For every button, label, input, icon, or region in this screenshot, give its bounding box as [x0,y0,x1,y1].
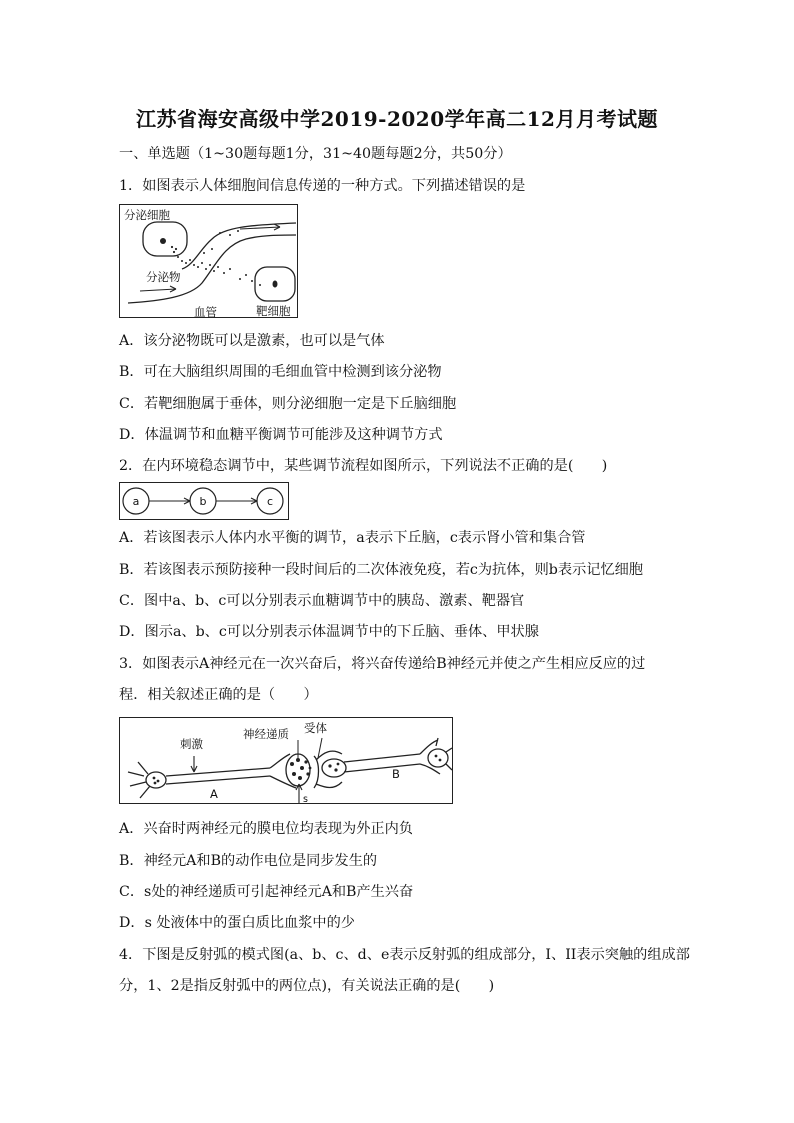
q3-option-a: A．兴奋时两神经元的膜电位均表现为外正内负 [119,821,413,837]
label-target-cell: 靶细胞 [256,304,291,318]
label-stimulus: 刺激 [180,737,203,751]
label-receptor: 受体 [304,721,327,735]
node-a-label: a [132,495,140,508]
q1-option-b: B．可在大脑组织周围的毛细血管中检测到该分泌物 [119,364,442,380]
q2-stem: 2．在内环境稳态调节中，某些调节流程如图所示，下列说法不正确的是( ) [119,458,608,474]
q3-stem-line1: 3．如图表示A神经元在一次兴奋后，将兴奋传递给B神经元并使之产生相应反应的过 [119,656,646,672]
q2-option-c: C．图中a、b、c可以分别表示血糖调节中的胰岛、激素、靶器官 [119,593,525,609]
q2-option-d: D．图示a、b、c可以分别表示体温调节中的下丘脑、垂体、甲状腺 [119,624,539,640]
q1-stem: 1．如图表示人体细胞间信息传递的一种方式。下列描述错误的是 [119,178,526,194]
q1-figure [119,204,298,318]
q3-option-c: C．s处的神经递质可引起神经元A和B产生兴奋 [119,884,414,900]
q1-option-a: A．该分泌物既可以是激素，也可以是气体 [119,333,385,349]
label-secretion: 分泌物 [146,270,181,284]
node-c-label: c [266,495,274,508]
q3-option-b: B．神经元A和B的动作电位是同步发生的 [119,853,378,869]
page-title: 江苏省海安高级中学2019-2020学年高二12月月考试题 [136,107,658,131]
label-neurotransmitter: 神经递质 [243,727,289,741]
label-neuron-a: A [210,787,218,801]
q4-stem-line1: 4．下图是反射弧的模式图(a、b、c、d、e表示反射弧的组成部分，I、II表示突触的组成部 [119,947,690,963]
q4-stem-line2: 分，1、2是指反射弧中的两位点)，有关说法正确的是( ) [119,978,495,994]
q3-option-d: D．s 处液体中的蛋白质比血浆中的少 [119,915,355,931]
label-secretory-cell: 分泌细胞 [124,208,170,222]
q3-stem-line2: 程．相关叙述正确的是（ ） [119,687,318,703]
q1-option-d: D．体温调节和血糖平衡调节可能涉及这种调节方式 [119,427,443,443]
label-vessel: 血管 [194,305,217,319]
neuron-b [316,738,452,788]
vessel-wall-lower [128,235,296,303]
q3-figure [119,717,453,804]
label-s: s [303,794,308,805]
q2-option-b: B．若该图表示预防接种一段时间后的二次体液免疫，若c为抗体，则b表示记忆细胞 [119,562,644,578]
node-b-label: b [199,495,207,508]
q1-option-c: C．若靶细胞属于垂体，则分泌细胞一定是下丘脑细胞 [119,396,457,412]
q2-option-a: A．若该图表示人体内水平衡的调节，a表示下丘脑，c表示肾小管和集合管 [119,530,586,546]
q2-figure [119,482,289,520]
section-heading: 一、单选题（1~30题每题1分，31~40题每题2分，共50分） [119,146,512,162]
vessel-wall-upper [182,223,296,269]
label-neuron-b: B [392,767,400,781]
